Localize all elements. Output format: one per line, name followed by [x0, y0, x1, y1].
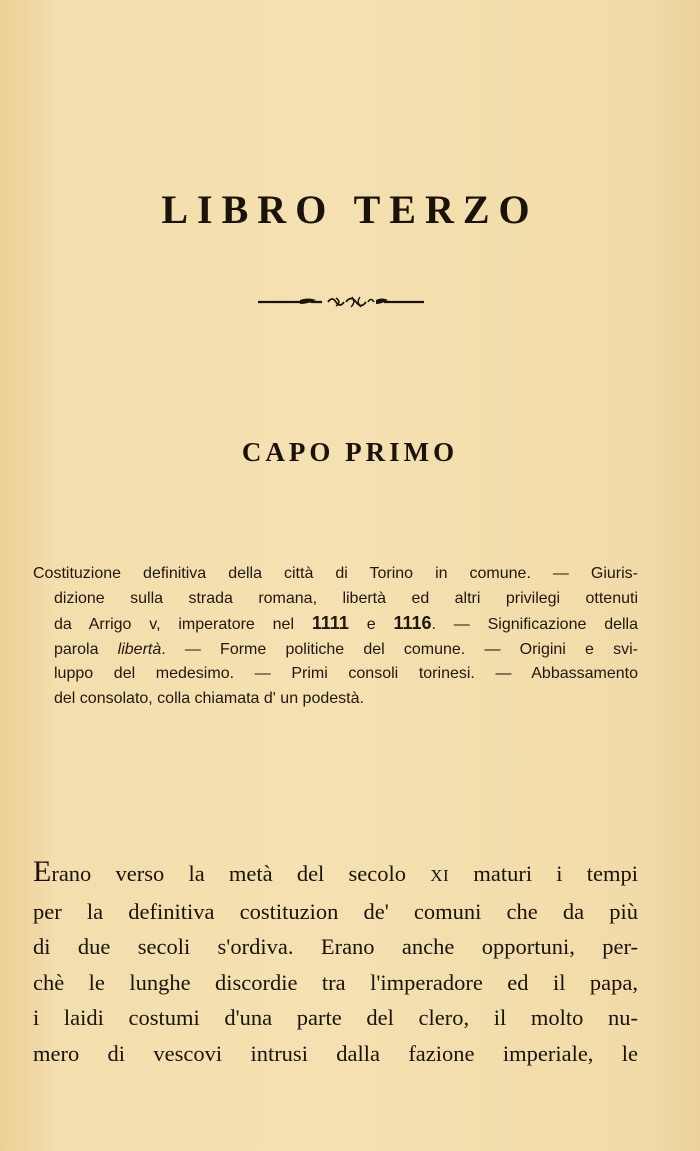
ornament-divider: [256, 292, 426, 312]
summary-line: [33, 562, 638, 587]
chapter-title: CAPO PRIMO: [241, 437, 459, 467]
body-line: [33, 854, 638, 894]
drop-cap: E: [33, 855, 52, 888]
century-numeral: XI: [430, 866, 450, 885]
summary-line: [33, 687, 638, 712]
body-text: maturi i tempi: [449, 861, 638, 886]
summary-italic-word: libertà: [117, 640, 162, 658]
summary-year: 1116: [393, 613, 432, 633]
summary-text: . — Forme politiche del comune. — Origini e svi-: [161, 640, 639, 658]
book-title: LIBRO TERZO: [161, 187, 539, 232]
body-text: rano verso la metà del secolo: [51, 861, 431, 886]
chapter-summary: [33, 562, 638, 711]
body-line: i laidi costumi d'una parte del clero, il molto nu-: [33, 1005, 638, 1030]
summary-line: [33, 638, 638, 663]
body-line: chè le lunghe discordie tra l'imperadore ed il papa,: [33, 969, 638, 995]
summary-text: dizione sulla strada romana, libertà ed altri privilegi ottenuti: [54, 589, 638, 607]
body-line: per la definitiva costituzion de' comuni che da più: [33, 898, 638, 924]
summary-line: [33, 587, 638, 612]
summary-text: Costituzione definitiva della città di Torino in comune. — Giuris-: [33, 565, 638, 582]
summary-text: da Arrigo v, imperatore nel: [54, 616, 312, 633]
summary-text: e: [348, 616, 394, 633]
summary-text: del consolato, colla chiamata d' un podestà.: [54, 689, 364, 707]
summary-line: [33, 662, 638, 687]
body-paragraph: [33, 854, 638, 1071]
summary-text: luppo del medesimo. — Primi consoli torinesi. — Abbassamento: [54, 665, 638, 682]
summary-text: parola: [54, 640, 118, 658]
summary-text: . — Significazione della: [431, 616, 638, 633]
body-line: mero di vescovi intrusi dalla fazione imperiale, le: [33, 1040, 638, 1066]
summary-year: 1111: [311, 613, 349, 633]
body-line: di due secoli s'ordiva. Erano anche opportuni, per-: [33, 934, 638, 959]
summary-line: [33, 611, 638, 638]
